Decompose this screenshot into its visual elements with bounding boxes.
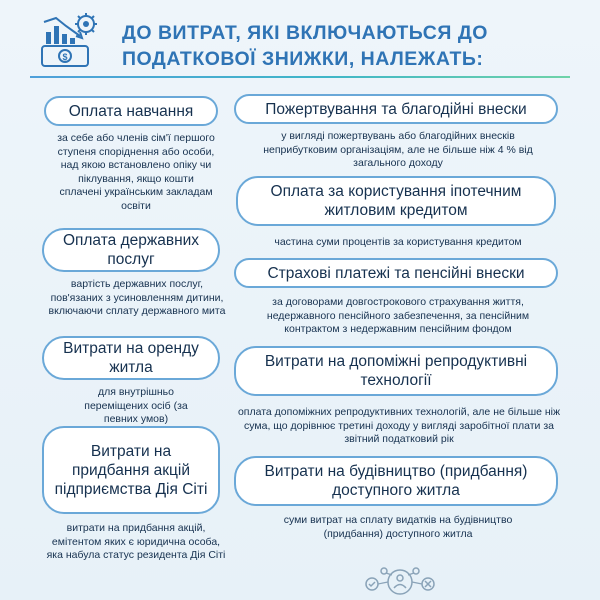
item-desc-state-services: вартість державних послуг, пов'язаних з усиновленням дитини, включаючи сплату державного мита (48, 278, 226, 317)
item-title-education: Оплата навчання (44, 96, 218, 126)
header-divider (30, 76, 570, 78)
item-title-reproductive: Витрати на допоміжні репродуктивні технології (234, 346, 558, 396)
tax-money-gear-icon (40, 12, 100, 70)
page-title: ДО ВИТРАТ, ЯКІ ВКЛЮЧАЮТЬСЯ ДО ПОДАТКОВОЇ ЗНИЖКИ, НАЛЕЖАТЬ: (122, 22, 488, 70)
item-desc-reproductive: оплата допоміжних репродуктивних технологій, але не більше ніж сума, що дорівнює третині доходу у вигляді заробітної плати за звітний податковий рік (237, 406, 561, 445)
item-title-insurance: Страхові платежі та пенсійні внески (234, 258, 558, 288)
item-desc-mortgage: частина суми процентів за користування кредитом (274, 236, 522, 248)
item-desc-education: за себе або членів сім'ї першого ступеня споріднення або особи, над якою встановлено опіку чи піклування, якщо кошти сплачені українським закладам освіти (57, 132, 215, 212)
item-desc-rent: для внутрішньо переміщених осіб (за певних умов) (84, 386, 188, 425)
item-title-mortgage: Оплата за користування іпотечним житловим кредитом (236, 176, 556, 226)
item-title-diia-city: Витрати на придбання акцій підприємства Дія Сіті (42, 426, 220, 514)
item-title-affordable-housing: Витрати на будівництво (придбання) доступного житла (234, 456, 558, 506)
item-desc-diia-city: витрати на придбання акцій, емітентом яких є юридична особа, яка набула статус резидента Дія Сіті (46, 522, 226, 561)
item-desc-affordable-housing: суми витрат на сплату видатків на будівництво (придбання) доступного житла (283, 514, 513, 540)
item-desc-donations: у вигляді пожертвувань або благодійних внесків неприбутковим організаціям, але не більше ніж 4 % від загального доходу (263, 130, 533, 169)
item-title-donations: Пожертвування та благодійні внески (234, 94, 558, 124)
item-desc-insurance: за договорами довгострокового страхування життя, недержавного пенсійного забезпечення, за пенсійним контрактом з недержавним пенсійним фондом (266, 296, 530, 335)
item-title-rent: Витрати на оренду житла (42, 336, 220, 380)
person-network-check-icon (360, 566, 440, 596)
item-title-state-services: Оплата державних послуг (42, 228, 220, 272)
svg-text:$: $ (62, 52, 68, 62)
